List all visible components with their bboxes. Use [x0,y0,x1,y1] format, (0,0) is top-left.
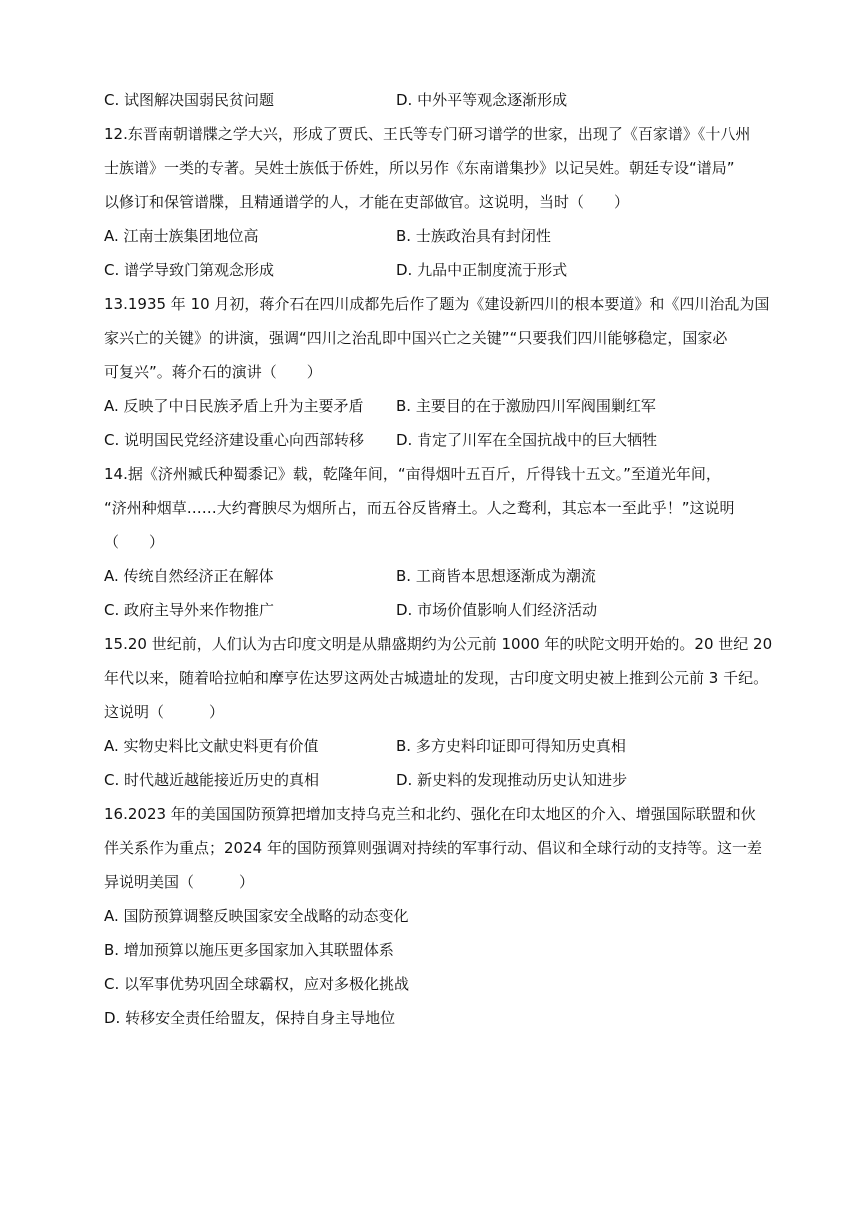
q12-option-a: A. 江南士族集团地位高 [104,227,259,245]
q14-option-d: D. 市场价值影响人们经济活动 [396,601,598,619]
q14-stem-line: （ ） [104,533,165,551]
q15-option-c: C. 时代越近越能接近历史的真相 [104,771,320,789]
question-13 [104,287,774,457]
q11-option-c: C. 试图解决国弱民贫问题 [104,91,275,109]
q13-option-a: A. 反映了中日民族矛盾上升为主要矛盾 [104,397,364,415]
q12-stem-line: 士族谱》一类的专著。吴姓士族低于侨姓，所以另作《东南谱集抄》以记吴姓。朝廷专设“谱局” [104,159,735,177]
q15-stem-line: 年代以来，随着哈拉帕和摩亨佐达罗这两处古城遗址的发现，古印度文明史被上推到公元前 3 千纪。 [104,669,769,687]
q14-option-c: C. 政府主导外来作物推广 [104,601,275,619]
q15-option-b: B. 多方史料印证即可得知历史真相 [396,737,626,755]
q13-option-d: D. 肯定了川军在全国抗战中的巨大牺牲 [396,431,658,449]
q11-option-d: D. 中外平等观念逐渐形成 [396,91,568,109]
q16-stem-line: 16.2023 年的美国国防预算把增加支持乌克兰和北约、强化在印太地区的介入、增强国际联盟和伙 [104,805,756,823]
q14-stem-line: 14.据《济州臧氏种蜀黍记》载，乾隆年间，“亩得烟叶五百斤，斤得钱十五文。”至道光年间， [104,465,721,483]
q13-stem-line: 家兴亡的关键》的讲演，强调“四川之治乱即中国兴亡之关键”“只要我们四川能够稳定，国家必 [104,329,728,347]
q16-option-c: C. 以军事优势巩固全球霸权，应对多极化挑战 [104,975,410,993]
q14-options-row [104,559,774,593]
q12-options-row [104,253,774,287]
q16-option-a: A. 国防预算调整反映国家安全战略的动态变化 [104,907,409,925]
q15-options-row [104,763,774,797]
q15-stem-line: 15.20 世纪前，人们认为古印度文明是从鼎盛期约为公元前 1000 年的吠陀文明开始的。20 世纪 20 [104,635,773,653]
q16-stem-line: 异说明美国（ ） [104,873,255,891]
q12-stem-line: 以修订和保管谱牒，且精通谱学的人，才能在吏部做官。这说明，当时（ ） [104,193,630,211]
question-15 [104,627,774,797]
q16-option-b: B. 增加预算以施压更多国家加入其联盟体系 [104,941,394,959]
q13-stem-line: 13.1935 年 10 月初，蒋介石在四川成都先后作了题为《建设新四川的根本要道》和《四川治乱为国 [104,295,770,313]
q13-options-row [104,423,774,457]
q15-option-a: A. 实物史料比文献史料更有价值 [104,737,319,755]
q13-option-b: B. 主要目的在于激励四川军阀围剿红军 [396,397,656,415]
q12-option-b: B. 士族政治具有封闭性 [396,227,551,245]
q14-options-row [104,593,774,627]
q14-stem-line: “济州种烟草……大约膏腴尽为烟所占，而五谷反皆瘠土。人之鹜利，其忘本一至此乎！”这说明 [104,499,735,517]
q11-options-row [104,83,774,117]
q13-option-c: C. 说明国民党经济建设重心向西部转移 [104,431,365,449]
q16-stem-line: 伴关系作为重点；2024 年的国防预算则强调对持续的军事行动、倡议和全球行动的支持等。这一差 [104,839,762,857]
q14-option-b: B. 工商皆本思想逐渐成为潮流 [396,567,596,585]
q16-option-d: D. 转移安全责任给盟友，保持自身主导地位 [104,1009,396,1027]
q12-stem-line: 12.东晋南朝谱牒之学大兴，形成了贾氏、王氏等专门研习谱学的世家，出现了《百家谱》《十八州 [104,125,751,143]
q12-options-row [104,219,774,253]
q14-option-a: A. 传统自然经济正在解体 [104,567,274,585]
q13-options-row [104,389,774,423]
q15-option-d: D. 新史料的发现推动历史认知进步 [396,771,628,789]
question-14 [104,457,774,627]
exam-content [104,83,774,1035]
q15-options-row [104,729,774,763]
q15-stem-line: 这说明（ ） [104,703,225,721]
question-16 [104,797,774,1035]
question-12 [104,117,774,287]
q12-option-c: C. 谱学导致门第观念形成 [104,261,275,279]
q13-stem-line: 可复兴”。蒋介石的演讲（ ） [104,363,322,381]
q12-option-d: D. 九品中正制度流于形式 [396,261,568,279]
